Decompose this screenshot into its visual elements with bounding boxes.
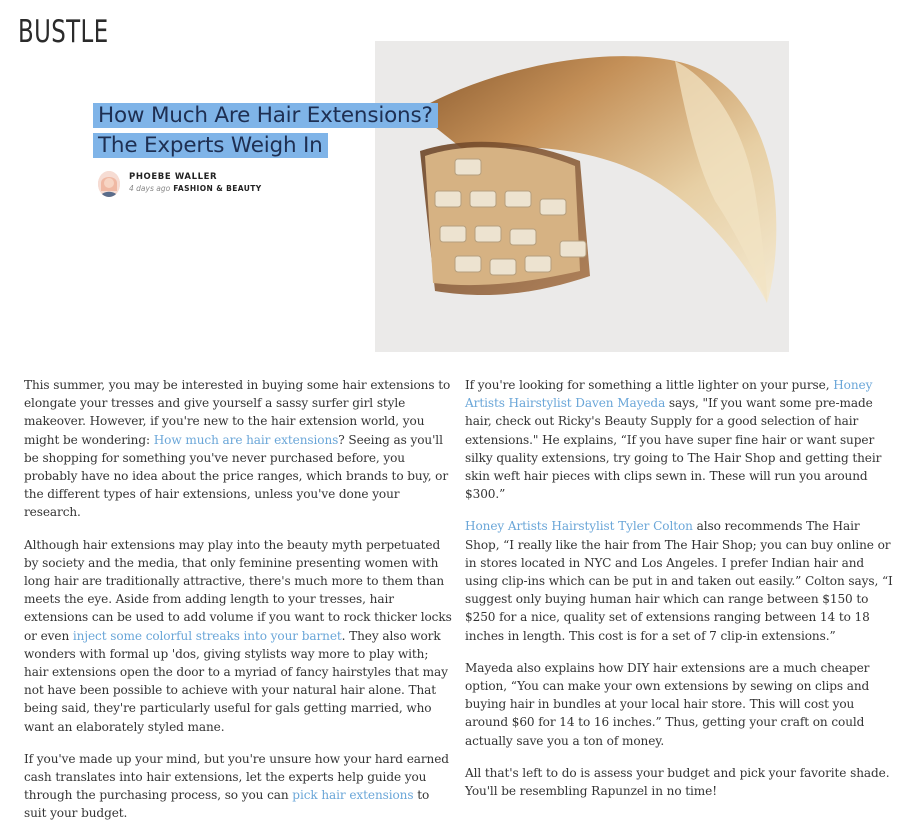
inline-link[interactable]: How much are hair extensions: [153, 432, 339, 447]
paragraph-text: ? Seeing as you'll be shopping for something you've never purchased before, you probably have no idea about the price ranges, which brands to buy, or the different types of hair extensions, unless you've done your research.: [24, 432, 449, 520]
title-line-2: The Experts Weigh In: [93, 133, 328, 158]
publish-time: 4 days ago: [129, 184, 171, 193]
title-line-1: How Much Are Hair Extensions?: [93, 103, 438, 128]
paragraph: [24, 376, 452, 522]
site-logo[interactable]: BUSTLE: [18, 14, 109, 50]
paragraph: [465, 376, 893, 503]
hero-image: [375, 41, 789, 352]
article-meta: [129, 184, 262, 193]
paragraph: [465, 659, 893, 750]
paragraph-text: . They also work wonders with formal up 'dos, giving stylists way more to play with; hair extensions open the door to a myriad of fancy hairstyles that may not have been possible to achieve with your natural hair alone. That being said, they're particularly useful for gals getting married, who want an elaborately styled mane.: [24, 628, 448, 734]
paragraph-text: If you're looking for something a little lighter on your purse,: [465, 378, 834, 392]
category-link[interactable]: FASHION & BEAUTY: [173, 184, 262, 193]
article-title: [93, 101, 438, 161]
paragraph-text: This summer, you may be interested in buying some hair extensions to elongate your tresses and give yourself a sassy surfer girl style makeover. However, if you're new to the hair extension world, you might be wondering:: [24, 378, 451, 447]
author-avatar[interactable]: [98, 171, 120, 197]
paragraph: [24, 750, 452, 823]
inline-link[interactable]: inject some colorful streaks into your barnet: [72, 628, 342, 643]
inline-link[interactable]: Honey Artists Hairstylist Tyler Colton: [465, 519, 693, 534]
paragraph-text: to suit your budget.: [24, 788, 430, 821]
inline-link[interactable]: Honey Artists Hairstylist Daven Mayeda: [465, 378, 873, 411]
paragraph-text: says, "If you want some pre-made hair, check out Ricky's Beauty Supply for a good selection of hair extensions." He explains, “If you have super fine hair or want super silky quality extensions, try going to The Hair Shop and getting their skin weft hair pieces with clips sewn in. These will run you around $300.”: [465, 396, 882, 502]
paragraph-text: All that's left to do is assess your budget and pick your favorite shade. You'll be resembling Rapunzel in no time!: [465, 765, 890, 799]
article-body-right: [465, 376, 893, 814]
paragraph-text: Although hair extensions may play into the beauty myth perpetuated by society and the media, that only feminine presenting women with long hair are traditionally attractive, there's much more to them than meets the eye. Aside from adding length to your tresses, hair extensions can be used to add volume if you want to rock thicker locks or even: [24, 537, 452, 643]
hair-extensions-image: [375, 41, 789, 352]
paragraph: [465, 517, 893, 644]
paragraph: [24, 536, 452, 736]
paragraph-text: If you've made up your mind, but you're unsure how your hard earned cash translates into hair extensions, let the experts help guide you through the purchasing process, so you can: [24, 751, 449, 803]
paragraph: [465, 764, 893, 800]
article-body-left: [24, 376, 452, 837]
inline-link[interactable]: pick hair extensions: [292, 788, 414, 803]
author-name[interactable]: PHOEBE WALLER: [129, 172, 218, 182]
paragraph-text: Mayeda also explains how DIY hair extensions are a much cheaper option, “You can make your own extensions by sewing on clips and buying hair in bundles at your local hair store. This will cost you around $60 for 14 to 16 inches.” Thus, getting your craft on could actually save you a ton of money.: [465, 660, 870, 748]
paragraph-text: also recommends The Hair Shop, “I really like the hair from The Hair Shop; you can buy online or in stores located in NYC and Los Angeles. I prefer Indian hair and using clip-ins which can be put in and taken out easily.” Colton says, “I suggest only buying human hair which can range between $150 to $250 for a nice, quality set of extensions ranging between 14 to 18 inches in length. This cost is for a set of 7 clip-in extensions.”: [465, 519, 893, 643]
